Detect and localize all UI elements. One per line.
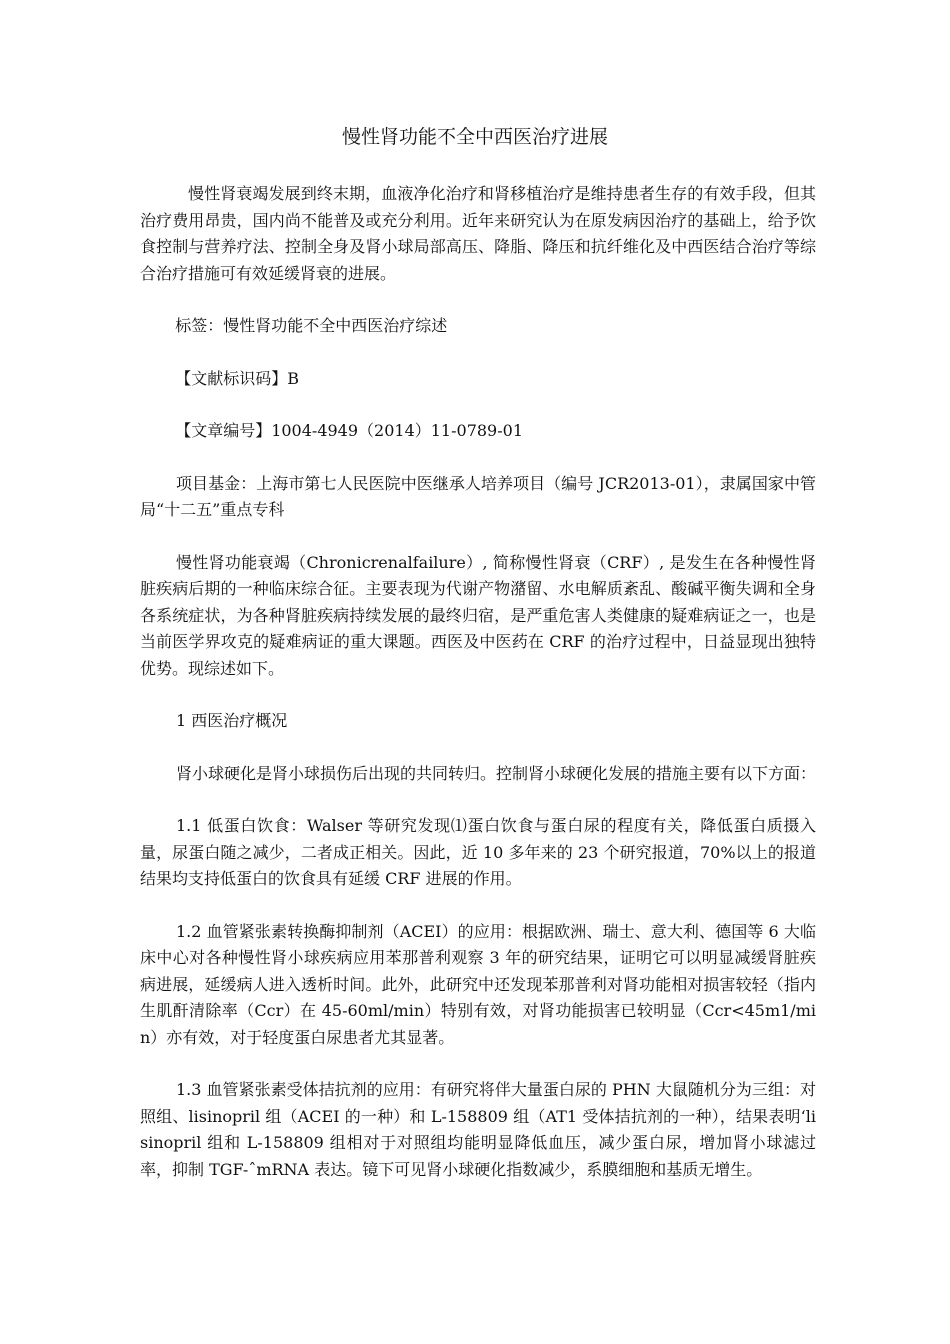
funding-paragraph: 项目基金：上海市第七人民医院中医继承人培养项目（编号 JCR2013-01），隶属国家中管局“十二五”重点专科 xyxy=(140,473,816,519)
paragraph-1-2: 1.2 血管紧张素转换酶抑制剂（ACEI）的应用：根据欧洲、瑞士、意大利、德国等 6 大临床中心对各种慢性肾小球疾病应用苯那普利观察 3 年的研究结果，证明它可以明显减缓肾脏疾病进展，延缓病人进入透析时间。此外，此研究中还发现苯那普利对肾功能相对损害较轻（指内生肌酐清除率（Ccr）在 45-60ml/min）特别有效，对肾功能损害已较明显（Ccr<45m1/min）亦有效，对于轻度蛋白尿患者尤其显著。 xyxy=(140,921,816,1047)
abstract-paragraph: 慢性肾衰竭发展到终末期，血液净化治疗和肾移植治疗是维持患者生存的有效手段，但其治疗费用昂贵，国内尚不能普及或充分利用。近年来研究认为在原发病因治疗的基础上，给予饮食控制与营养疗法、控制全身及肾小球局部高压、降脂、降压和抗纤维化及中西医结合治疗等综合治疗措施可有效延缓肾衰的进展。 xyxy=(140,184,816,283)
document-body xyxy=(140,181,816,1209)
section-heading: 1 西医治疗概况 xyxy=(176,711,288,730)
page-title: 慢性肾功能不全中西医治疗进展 xyxy=(341,126,608,148)
paragraph-1-1: 1.1 低蛋白饮食：Walser 等研究发现⑴蛋白饮食与蛋白尿的程度有关，降低蛋白质摄入量，尿蛋白随之减少，二者成正相关。因此，近 10 多年来的 23 个研究报道，70%以上的报道结果均支持低蛋白的饮食具有延缓 CRF 进展的作用。 xyxy=(140,816,816,888)
section-intro-paragraph: 肾小球硬化是肾小球损伤后出现的共同转归。控制肾小球硬化发展的措施主要有以下方面： xyxy=(176,763,817,783)
article-number-line: 【文章编号】1004-4949（2014）11-0789-01 xyxy=(175,421,524,440)
document-code-line: 【文献标识码】B xyxy=(175,368,299,388)
intro-paragraph: 慢性肾功能衰竭（Chronicrenalfailure）, 简称慢性肾衰（CRF）, 是发生在各种慢性肾脏疾病后期的一种临床综合征。主要表现为代谢产物潴留、水电解质紊乱、酸碱平衡失调和全身各系统症状，为各种肾脏疾病持续发展的最终归宿，是严重危害人类健康的疑难病证之一，也是当前医学界攻克的疑难病证的重大课题。西医及中医药在 CRF 的治疗过程中，日益显现出独特优势。现综述如下。 xyxy=(140,552,816,678)
paragraph-1-3: 1.3 血管紧张素受体拮抗剂的应用：有研究将伴大量蛋白尿的 PHN 大鼠随机分为三组：对照组、lisinopril 组（ACEI 的一种）和 L-158809 组（AT1 受体拮抗剂的一种），结果表明‘lisinopril 组和 L-158809 组相对于对照组均能明显降低血压，减少蛋白尿，增加肾小球滤过率，抑制 TGF-ˆmRNA 表达。镜下可见肾小球硬化指数减少，系膜细胞和基质无增生。 xyxy=(140,1080,816,1179)
keywords-line: 标签：慢性肾功能不全中西医治疗综述 xyxy=(175,316,448,335)
